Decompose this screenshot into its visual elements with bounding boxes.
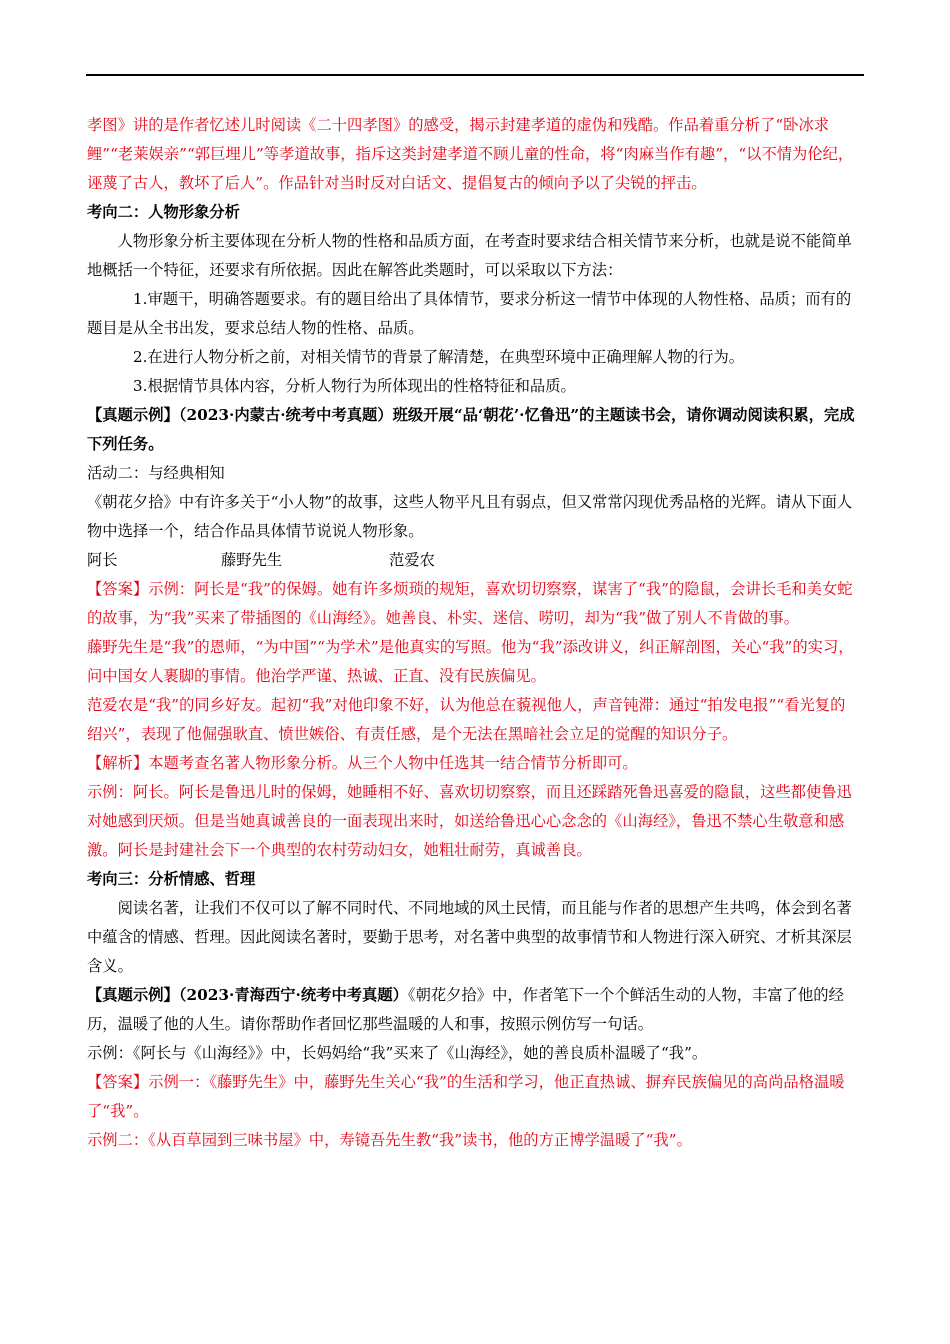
- answer1-para1: [87, 575, 859, 633]
- method-2: 2.在进行人物分析之前，对相关情节的背景了解清楚，在典型环境中正确理解人物的行为。: [132, 348, 745, 366]
- example2-question: 《朝花夕拾》中，作者笔下一个个鲜活生动的人物，丰富了他的经历，温暖了他的人生。请你帮助作者回忆那些温暖的人和事，按照示例仿写一句话。: [87, 986, 844, 1033]
- example-source-text: （2023·青海西宁·统考中考真题）: [178, 986, 408, 1004]
- header-rule: [86, 74, 864, 76]
- answer2-para1: [87, 1068, 859, 1126]
- answer1-para2: 藤野先生是“我”的恩师，“为中国”“为学术”是他真实的写照。他为“我”添改讲义，纠正解剖图，关心“我”的实习，问中国女人裹脚的事情。他治学严谨、热诚、正直、没有民族偏见。: [87, 638, 854, 685]
- section2-intro: 人物形象分析主要体现在分析人物的性格和品质方面，在考查时要求结合相关情节来分析，也就是说不能简单地概括一个特征，还要求有所依据。因此在解答此类题时，可以采取以下方法：: [87, 232, 852, 279]
- analysis-para1: [87, 749, 859, 778]
- method-1: 1.审题干，明确答题要求。有的题目给出了具体情节，要求分析这一情节中体现的人物性格、品质；而有的题目是从全书出发，要求总结人物的性格、品质。: [87, 290, 852, 337]
- intro-paragraph: 孝图》讲的是作者忆述儿时阅读《二十四孝图》的感受，揭示封建孝道的虚伪和残酷。作品着重分析了“卧冰求鲤”“老莱娱亲”“郭巨埋儿”等孝道故事，指斥这类封建孝道不顾儿童的性命，将“肉麻当作有趣”，“以不情为伦纪，诬蔑了古人，教坏了后人”。作品针对当时反对白话文、提倡复古的倾向予以了尖锐的抨击。: [87, 116, 854, 192]
- analysis-tag: 【解析】: [87, 754, 149, 772]
- example1-question: 《朝花夕拾》中有许多关于“小人物”的故事，这些人物平凡且有弱点，但又常常闪现优秀品格的光辉。请从下面人物中选择一个，结合作品具体情节说说人物形象。: [87, 493, 853, 540]
- example-tag: 【真题示例】: [87, 406, 179, 424]
- document-body: [87, 111, 859, 1155]
- name-fanainong: 范爱农: [389, 551, 435, 569]
- answer2-para2: 示例二：《从百草园到三味书屋》中，寿镜吾先生教“我”读书，他的方正博学温暖了“我”。: [87, 1131, 692, 1149]
- activity-label: 活动二：与经典相知: [87, 464, 225, 482]
- example1-source: [87, 401, 859, 459]
- section3-intro: 阅读名著，让我们不仅可以了解不同时代、不同地域的风土民情，而且能与作者的思想产生共鸣，体会到名著中蕴含的情感、哲理。因此阅读名著时，要勤于思考，对名著中典型的故事情节和人物进行深入研究、才析其深层含义。: [87, 899, 852, 975]
- example-tag: 【真题示例】: [87, 986, 179, 1004]
- answer-tag: 【答案】: [87, 580, 149, 598]
- example2-sample: 示例：《阿长与《山海经》》中，长妈妈给“我”买来了《山海经》，她的善良质朴温暖了“我”。: [87, 1044, 708, 1062]
- analysis-para2: 示例：阿长。阿长是鲁迅儿时的保姆，她睡相不好、喜欢切切察察，而且还踩踏死鲁迅喜爱的隐鼠，这些都使鲁迅对她感到厌烦。但是当她真诚善良的一面表现出来时，如送给鲁迅心心念念的《山海经》，鲁迅不禁心生敬意和感激。阿长是封建社会下一个典型的农村劳动妇女，她粗壮耐劳，真诚善良。: [87, 783, 852, 859]
- character-names: [87, 546, 859, 575]
- analysis-text: 本题考查名著人物形象分析。从三个人物中任选其一结合情节分析即可。: [148, 754, 638, 772]
- method-3: 3.根据情节具体内容，分析人物行为所体现出的性格特征和品质。: [132, 377, 576, 395]
- section2-heading: 考向二：人物形象分析: [87, 203, 240, 221]
- name-achang: 阿长: [87, 551, 118, 569]
- example2-source: [87, 981, 859, 1039]
- answer1-para3: 范爱农是“我”的同乡好友。起初“我”对他印象不好，认为他总在藐视他人，声音钝滞：通过“拍发电报”“看光复的绍兴”，表现了他倔强耿直、愤世嫉俗、有责任感，是个无法在黑暗社会立足的觉醒的知识分子。: [87, 696, 846, 743]
- answer-tag: 【答案】: [87, 1073, 149, 1091]
- section3-heading: 考向三：分析情感、哲理: [87, 870, 256, 888]
- name-fujino: 藤野先生: [221, 551, 283, 569]
- answer-text: 示例一：《藤野先生》中，藤野先生关心“我”的生活和学习，他正直热诚、摒弃民族偏见的高尚品格温暖了“我”。: [87, 1073, 845, 1120]
- answer-text: 示例：阿长是“我”的保姆。她有许多烦琐的规矩，喜欢切切察察，谋害了“我”的隐鼠，会讲长毛和美女蛇的故事，为“我”买来了带插图的《山海经》。她善良、朴实、迷信、唠叨，却为“我”做了别人不肯做的事。: [87, 580, 853, 627]
- example-source-text: （2023·内蒙古·统考中考真题）班级开展“品‘朝花’·忆鲁迅”的主题读书会，请你调动阅读积累，完成下列任务。: [87, 406, 855, 453]
